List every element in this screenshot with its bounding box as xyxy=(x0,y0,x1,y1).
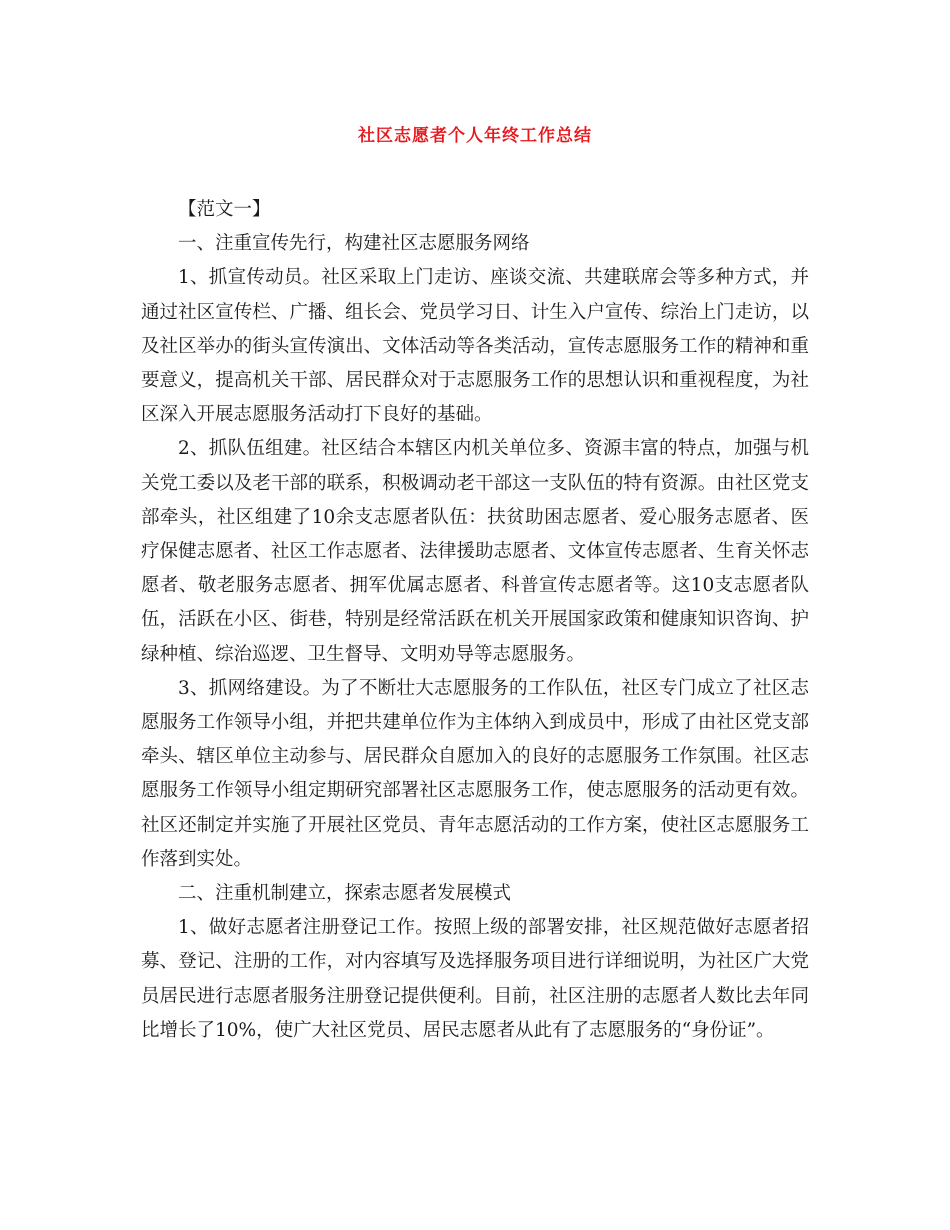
section-heading: 一、注重宣传先行，构建社区志愿服务网络 xyxy=(178,233,530,255)
body-paragraph: 3、抓网络建设。为了不断壮大志愿服务的工作队伍，社区专门成立了社区志愿服务工作领导小组，并把共建单位作为主体纳入到成员中，形成了由社区党支部牵头、辖区单位主动参与、居民群众自愿加入的良好的志愿服务工作氛围。社区志愿服务工作领导小组定期研究部署社区志愿服务工作，使志愿服务的活动更有效。社区还制定并实施了开展社区党员、青年志愿活动的工作方案，使社区志愿服务工作落到实处。 xyxy=(141,677,809,870)
body-paragraph: 1、做好志愿者注册登记工作。按照上级的部署安排，社区规范做好志愿者招募、登记、注册的工作，对内容填写及选择服务项目进行详细说明，为社区广大党员居民进行志愿者服务注册登记提供便利。目前，社区注册的志愿者人数比去年同比增长了10%，使广大社区党员、居民志愿者从此有了志愿服务的“身份证”。 xyxy=(141,917,809,1041)
body-paragraph: 2、抓队伍组建。社区结合本辖区内机关单位多、资源丰富的特点，加强与机关党工委以及老干部的联系，积极调动老干部这一支队伍的特有资源。由社区党支部牵头，社区组建了10余支志愿者队伍：扶贫助困志愿者、爱心服务志愿者、医疗保健志愿者、社区工作志愿者、法律援助志愿者、文体宣传志愿者、生育关怀志愿者、敬老服务志愿者、拥军优属志愿者、科普宣传志愿者等。这10支志愿者队伍，活跃在小区、街巷，特别是经常活跃在机关开展国家政策和健康知识咨询、护绿种植、综治巡逻、卫生督导、文明劝导等志愿服务。 xyxy=(141,438,809,665)
document-title: 社区志愿者个人年终工作总结 xyxy=(358,126,592,146)
body-paragraph: 1、抓宣传动员。社区采取上门走访、座谈交流、共建联席会等多种方式，并通过社区宣传栏、广播、组长会、党员学习日、计生入户宣传、综治上门走访，以及社区举办的街头宣传演出、文体活动等各类活动，宣传志愿服务工作的精神和重要意义，提高机关干部、居民群众对于志愿服务工作的思想认识和重视程度，为社区深入开展志愿服务活动打下良好的基础。 xyxy=(141,267,809,426)
section-label: 【范文一】 xyxy=(178,199,271,220)
document-body xyxy=(141,193,809,1048)
section-heading: 二、注重机制建立，探索志愿者发展模式 xyxy=(178,883,512,905)
